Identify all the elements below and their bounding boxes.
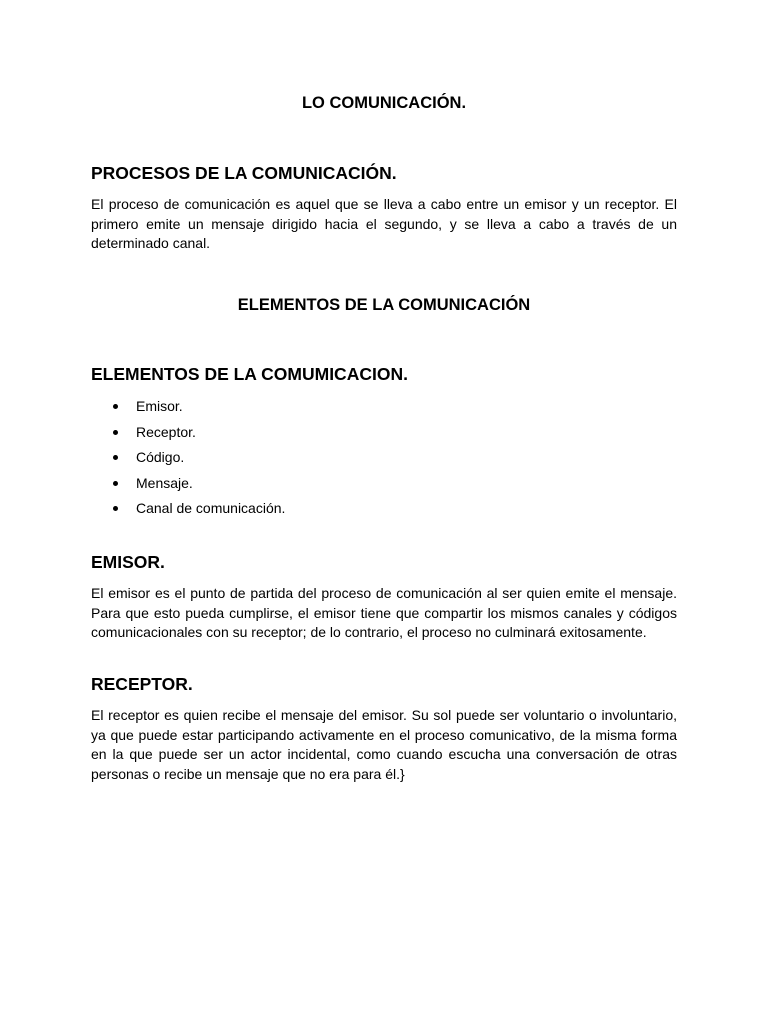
paragraph-receptor: El receptor es quien recibe el mensaje del emisor. Su sol puede ser voluntario o involuntario, ya que puede estar participando activamente en el proceso comunicativo, de la misma forma en la que puede ser un actor incidental, como cuando escucha una conversación de otras personas o recibe un mensaje que no era para él.}: [91, 707, 677, 782]
elements-list: [91, 396, 285, 524]
heading-procesos: PROCESOS DE LA COMUNICACIÓN.: [91, 163, 397, 183]
list-item: [91, 422, 285, 448]
list-item-label: Código.: [136, 449, 185, 465]
bullet-icon: [113, 430, 118, 435]
list-item-label: Emisor.: [136, 398, 183, 414]
list-item: [91, 498, 285, 524]
heading-receptor: RECEPTOR.: [91, 674, 193, 694]
list-item: [91, 473, 285, 499]
list-item-label: Mensaje.: [136, 474, 193, 491]
bullet-icon: [113, 404, 118, 409]
paragraph-emisor: El emisor es el punto de partida del proceso de comunicación al ser quien emite el mensaje. Para que esto pueda cumplirse, el emisor tiene que compartir los mismos canales y códigos comunicacionales con su receptor; de lo contrario, el proceso no culminará exitosamente.: [91, 585, 677, 640]
list-item: [91, 396, 285, 422]
heading-elementos-center: ELEMENTOS DE LA COMUNICACIÓN: [237, 296, 531, 314]
paragraph-procesos: El proceso de comunicación es aquel que se lleva a cabo entre un emisor y un receptor. El primero emite un mensaje dirigido hacia el segundo, y se lleva a cabo a través de un determinado canal.: [91, 196, 677, 251]
page-title: LO COMUNICACIÓN.: [301, 94, 467, 112]
heading-emisor: EMISOR.: [91, 552, 165, 572]
bullet-icon: [113, 506, 118, 511]
bullet-icon: [113, 455, 118, 460]
list-item-label: Receptor.: [136, 423, 196, 440]
list-item: [91, 447, 285, 473]
bullet-icon: [113, 481, 118, 486]
heading-elementos: ELEMENTOS DE LA COMUMICACION.: [91, 364, 408, 384]
list-item-label: Canal de comunicación.: [136, 500, 286, 516]
